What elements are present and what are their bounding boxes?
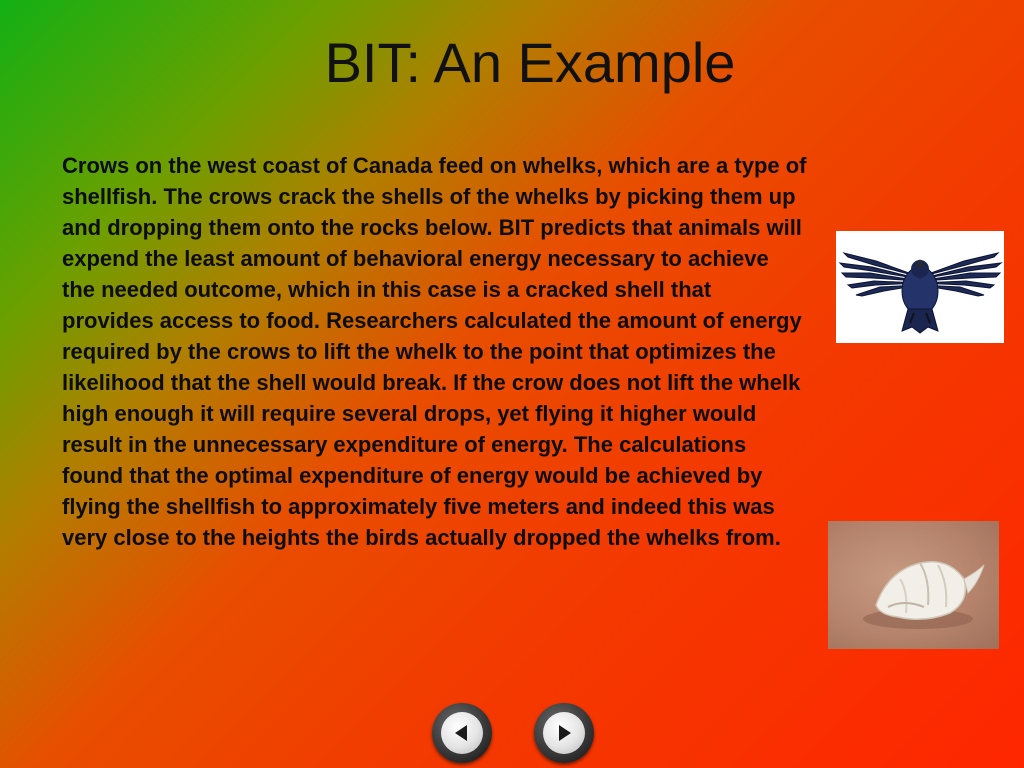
next-slide-button[interactable]	[534, 703, 594, 763]
whelk-shell-illustration	[828, 521, 999, 649]
chevron-right-icon	[534, 703, 594, 763]
slide-body-text: Crows on the west coast of Canada feed on whelks, which are a type of shellfish. The crows crack the shells of the whelks by picking them up and dropping them onto the rocks below. BIT predicts that animals will expend the least amount of behavioral energy necessary to achieve the needed outcome, which in this case is a cracked shell that provides access to food. Researchers calculated the amount of energy required by the crows to lift the whelk to the point that optimizes the likelihood that the shell would break. If the crow does not lift the whelk high enough it will require several drops, yet flying it higher would result in the unnecessary expenditure of energy. The calculations found that the optimal expenditure of energy would be achieved by flying the shellfish to approximately five meters and indeed this was very close to the heights the birds actually dropped the whelks from.	[62, 153, 807, 550]
previous-slide-button[interactable]	[432, 703, 492, 763]
slide-title: BIT: An Example	[324, 31, 736, 94]
chevron-left-icon	[432, 703, 492, 763]
crow-illustration	[836, 231, 1004, 343]
crow-image	[836, 231, 1004, 343]
whelk-shell-image	[828, 521, 999, 649]
